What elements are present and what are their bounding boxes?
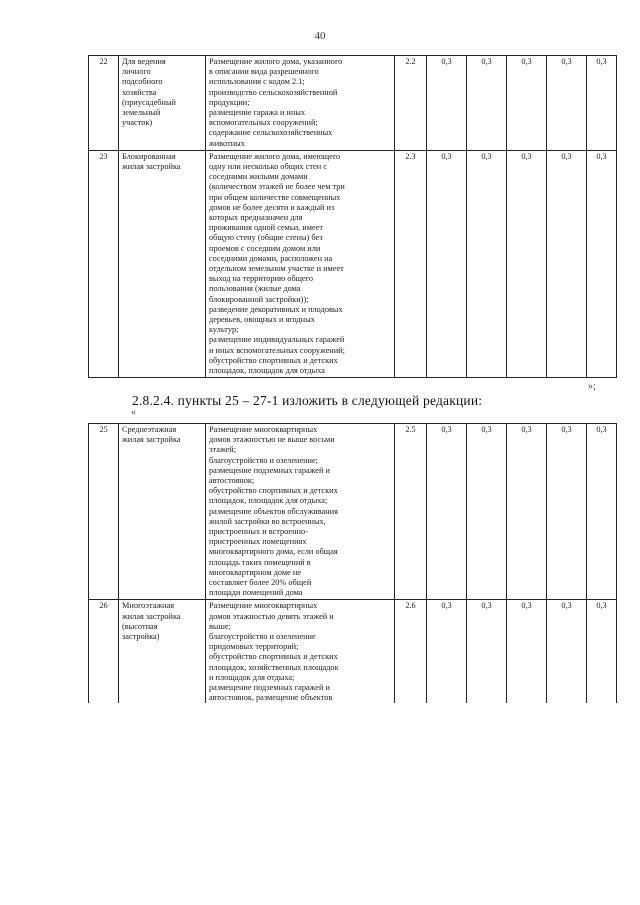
coefficient-cell: 0,3: [427, 424, 467, 600]
use-description-line: при общем количестве совмещенных: [209, 192, 341, 202]
use-type-name: [119, 600, 206, 703]
use-description-line: благоустройство и озеленение: [209, 632, 316, 642]
table-row: [89, 150, 617, 377]
land-use-table-top: [88, 55, 617, 378]
coefficient-cell: 0,3: [427, 150, 467, 377]
use-description: [206, 150, 395, 377]
amendment-heading: 2.8.2.4. пункты 25 – 27-1 изложить в следующей редакции:: [132, 393, 483, 408]
land-use-table-bottom: [88, 423, 617, 703]
row-number: 23: [89, 150, 119, 377]
use-description-line: проемов с соседним домом или: [209, 243, 321, 253]
coefficient-cell: 0,3: [507, 56, 547, 151]
coefficient-cell: 0,3: [587, 424, 617, 600]
use-description-line: обустройство спортивных и детских: [209, 355, 338, 365]
coefficient-cell: 0,3: [547, 56, 587, 151]
use-type-name-line: участок): [122, 118, 153, 128]
use-description: [206, 56, 395, 151]
coefficient-cell: 0,3: [587, 56, 617, 151]
use-description-line: площадок, площадок для отдыха: [209, 366, 325, 376]
use-type-name-line: подсобного: [122, 77, 163, 87]
use-description-line: благоустройство и озеленение;: [209, 455, 318, 465]
row-number: 26: [89, 600, 119, 703]
use-description-line: обустройство спортивных и детских: [209, 652, 338, 662]
use-description: [206, 424, 395, 600]
use-description-line: и площадок для отдыха;: [209, 672, 295, 682]
row-number: 22: [89, 56, 119, 151]
use-code: 2.3: [395, 150, 427, 377]
use-type-name-line: (высотная: [122, 621, 158, 631]
use-type-name-line: земельный: [122, 108, 161, 118]
use-description-line: (количеством этажей не более чем три: [209, 182, 345, 192]
use-description-line: которых предназначен для: [209, 213, 303, 223]
use-type-name-line: личного: [122, 67, 151, 77]
opening-quote-mark: «: [131, 407, 136, 418]
use-description-line: площади помещений дома: [209, 588, 303, 598]
use-description-line: соседними домами, расположен на: [209, 253, 333, 263]
use-description-line: обустройство спортивных и детских: [209, 486, 338, 496]
use-description-line: блокированной застройки));: [209, 294, 309, 304]
use-description-line: животных: [209, 138, 245, 148]
use-description: [206, 600, 395, 703]
use-description-line: и иных вспомогательных сооружений;: [209, 345, 345, 355]
use-description-line: вспомогательных сооружений;: [209, 118, 318, 128]
use-description-line: многоквартирного дома, если общая: [209, 547, 338, 557]
use-description-line: размещение индивидуальных гаражей: [209, 335, 345, 345]
coefficient-cell: 0,3: [427, 600, 467, 703]
coefficient-cell: 0,3: [467, 424, 507, 600]
table-row: [89, 56, 617, 151]
use-description-line: площадок, площадок для отдыха;: [209, 496, 328, 506]
use-description-line: одну или несколько общих стен с: [209, 162, 327, 172]
use-description-line: площадок, хозяйственных площадок: [209, 662, 339, 672]
use-description-line: общую стену (общие стены) без: [209, 233, 323, 243]
coefficient-cell: 0,3: [507, 424, 547, 600]
use-type-name-line: застройка): [122, 632, 160, 642]
use-description-line: придомовых территорий;: [209, 642, 299, 652]
coefficient-cell: 0,3: [587, 600, 617, 703]
use-description-line: пользования (жилые дома: [209, 284, 301, 294]
use-code: 2.6: [395, 600, 427, 703]
row-number: 25: [89, 424, 119, 600]
use-description-line: размещение подземных гаражей и: [209, 683, 330, 693]
use-description-line: многоквартирном доме не: [209, 567, 302, 577]
table-row: [89, 424, 617, 600]
use-type-name-line: Многоэтажная: [122, 601, 175, 611]
use-description-line: домов этажностью девять этажей и: [209, 611, 334, 621]
use-description-line: выход на территорию общего: [209, 274, 314, 284]
use-description-line: пристроенных и встроенно-: [209, 527, 308, 537]
use-description-line: продукции;: [209, 97, 250, 107]
use-description-line: в описании вида разрешенного: [209, 67, 319, 77]
use-description-line: отдельном земельном участке и имеет: [209, 264, 344, 274]
coefficient-cell: 0,3: [547, 424, 587, 600]
use-description-line: пристроенных помещениях: [209, 537, 307, 547]
use-description-line: автостоянок, размещение объектов: [209, 693, 333, 703]
use-description-line: деревьев, овощных и ягодных: [209, 315, 315, 325]
use-type-name-line: Блокированная: [122, 151, 176, 161]
coefficient-cell: 0,3: [427, 56, 467, 151]
use-description-line: этажей;: [209, 445, 237, 455]
coefficient-cell: 0,3: [467, 600, 507, 703]
table-clip: [88, 423, 618, 703]
use-description-line: автостоянок;: [209, 476, 255, 486]
use-description-line: площадь таких помещений в: [209, 557, 311, 567]
use-code: 2.2: [395, 56, 427, 151]
use-type-name-line: Среднеэтажная: [122, 425, 177, 434]
use-type-name-line: (приусадебный: [122, 97, 176, 107]
use-description-line: выше;: [209, 621, 231, 631]
use-description-line: культур;: [209, 325, 239, 335]
use-description-line: разведение декоративных и плодовых: [209, 304, 343, 314]
use-description-line: производство сельскохозяйственной: [209, 87, 338, 97]
use-description-line: Размещение жилого дома, указанного: [209, 57, 343, 66]
coefficient-cell: 0,3: [547, 150, 587, 377]
use-description-line: домов этажностью не выше восьми: [209, 435, 335, 445]
coefficient-cell: 0,3: [507, 600, 547, 703]
use-type-name-line: Для ведения: [122, 57, 166, 66]
coefficient-cell: 0,3: [547, 600, 587, 703]
coefficient-cell: 0,3: [587, 150, 617, 377]
use-description-line: Размещение многоквартирных: [209, 601, 318, 611]
use-type-name-line: жилая застройка: [122, 435, 181, 445]
use-type-name: [119, 424, 206, 600]
page-number: 40: [314, 30, 326, 42]
closing-quote-mark: »;: [588, 381, 596, 392]
use-description-line: Размещение жилого дома, имеющего: [209, 151, 341, 161]
use-description-line: Размещение многоквартирных: [209, 425, 318, 434]
use-type-name: [119, 150, 206, 377]
use-description-line: составляет более 20% общей: [209, 578, 312, 588]
use-description-line: содержание сельскохозяйственных: [209, 128, 333, 138]
use-description-line: жилой застройки во встроенных,: [209, 516, 326, 526]
coefficient-cell: 0,3: [467, 56, 507, 151]
use-type-name: [119, 56, 206, 151]
use-code: 2.5: [395, 424, 427, 600]
coefficient-cell: 0,3: [467, 150, 507, 377]
use-type-name-line: жилая застройка: [122, 162, 181, 172]
coefficient-cell: 0,3: [507, 150, 547, 377]
use-description-line: размещение подземных гаражей и: [209, 465, 330, 475]
use-type-name-line: хозяйства: [122, 87, 157, 97]
table-row: [89, 600, 617, 703]
use-description-line: проживания одной семьи, имеет: [209, 223, 323, 233]
use-description-line: использования с кодом 2.1;: [209, 77, 305, 87]
use-description-line: размещение гаража и иных: [209, 108, 306, 118]
table-clip: [88, 55, 618, 381]
use-type-name-line: жилая застройка: [122, 611, 181, 621]
use-description-line: размещение объектов обслуживания: [209, 506, 338, 516]
use-description-line: соседними жилыми домами: [209, 172, 308, 182]
use-description-line: домов не более десяти и каждый из: [209, 202, 335, 212]
